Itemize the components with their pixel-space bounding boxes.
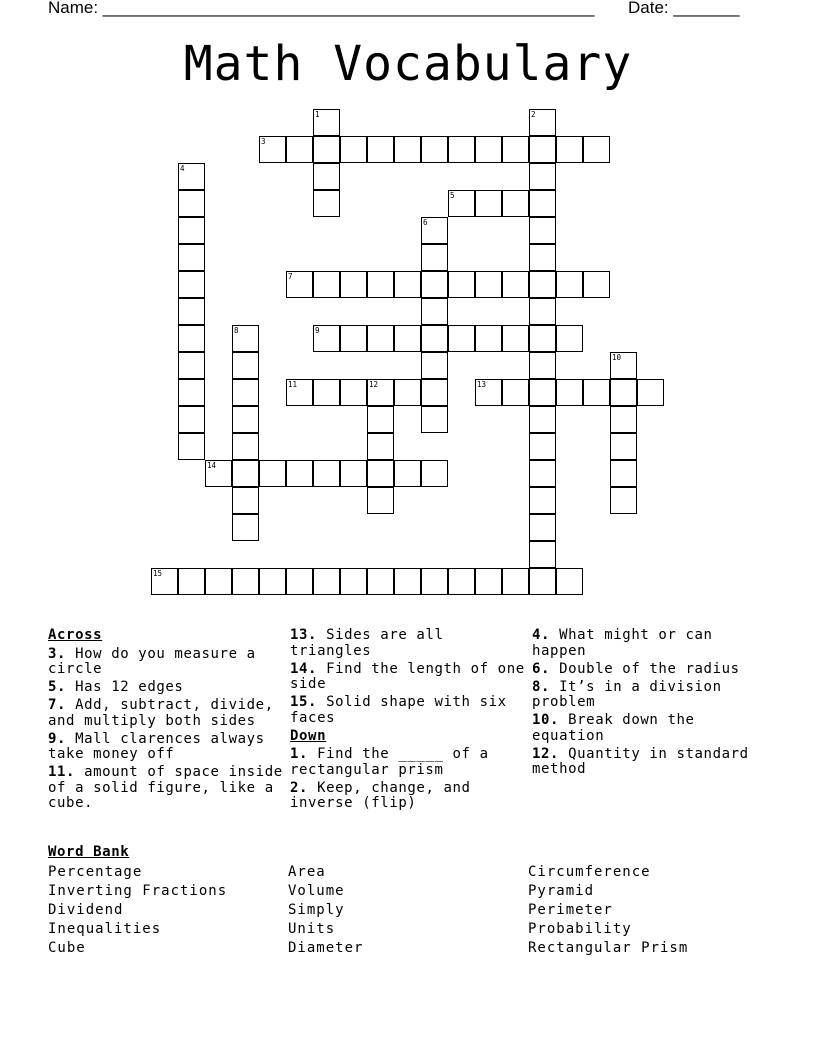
- word-bank-item: Circumference: [528, 864, 651, 880]
- crossword-cell[interactable]: [475, 325, 502, 352]
- crossword-cell[interactable]: [178, 325, 205, 352]
- crossword-cell[interactable]: [583, 136, 610, 163]
- crossword-cell[interactable]: [367, 136, 394, 163]
- crossword-cell[interactable]: [529, 460, 556, 487]
- clue-number: 9: [315, 326, 320, 335]
- word-bank-item: Probability: [528, 921, 632, 937]
- crossword-cell[interactable]: [232, 514, 259, 541]
- crossword-cell[interactable]: [340, 460, 367, 487]
- clue-across-13: 13. Sides are all triangles: [290, 627, 444, 659]
- crossword-cell[interactable]: [610, 406, 637, 433]
- crossword-cell[interactable]: [421, 352, 448, 379]
- crossword-cell[interactable]: [529, 487, 556, 514]
- crossword-cell[interactable]: [421, 244, 448, 271]
- crossword-cell[interactable]: [637, 379, 664, 406]
- crossword-cell[interactable]: [448, 271, 475, 298]
- crossword-cell[interactable]: [502, 568, 529, 595]
- crossword-cell[interactable]: [583, 271, 610, 298]
- crossword-cell[interactable]: [286, 568, 313, 595]
- crossword-cell[interactable]: [232, 433, 259, 460]
- clue-across-15: 15. Solid shape with six faces: [290, 694, 507, 726]
- crossword-cell[interactable]: [529, 217, 556, 244]
- clue-across-5: 5. Has 12 edges: [48, 679, 184, 695]
- clue-across-11: 11. amount of space inside of a solid figure, like a cube.: [48, 764, 283, 811]
- word-bank-item: Units: [288, 921, 336, 937]
- crossword-cell[interactable]: [340, 379, 367, 406]
- crossword-cell[interactable]: [259, 460, 286, 487]
- crossword-cell[interactable]: [178, 352, 205, 379]
- name-line[interactable]: Name: ____________________________________________________: [48, 0, 595, 17]
- crossword-cell[interactable]: [394, 271, 421, 298]
- crossword-cell[interactable]: [529, 109, 556, 136]
- crossword-cell[interactable]: [556, 568, 583, 595]
- crossword-cell[interactable]: [448, 190, 475, 217]
- crossword-cell[interactable]: [178, 406, 205, 433]
- clue-number: 2: [531, 110, 536, 119]
- clues-column-3: [532, 628, 770, 780]
- clue-down-6: 6. Double of the radius: [532, 660, 740, 677]
- clue-number: 15: [153, 569, 163, 578]
- crossword-cell[interactable]: [286, 271, 313, 298]
- word-bank-item: Pyramid: [528, 883, 595, 899]
- crossword-cell[interactable]: [421, 217, 448, 244]
- crossword-cell[interactable]: [529, 568, 556, 595]
- word-bank-item: Area: [288, 864, 326, 880]
- crossword-cell[interactable]: [178, 271, 205, 298]
- crossword-cell[interactable]: [502, 136, 529, 163]
- clue-number: 10: [612, 353, 622, 362]
- word-bank-column-1: [48, 863, 227, 958]
- crossword-cell[interactable]: [610, 460, 637, 487]
- word-bank-item: Simply: [288, 902, 345, 918]
- crossword-cell[interactable]: [259, 136, 286, 163]
- clue-number: 1: [315, 110, 320, 119]
- word-bank-item: Inequalities: [48, 921, 162, 937]
- clue-number: 3: [261, 137, 266, 146]
- crossword-cell[interactable]: [340, 568, 367, 595]
- clue-across-3: 3. How do you measure a circle: [48, 645, 256, 677]
- clue-number: 13: [477, 380, 487, 389]
- crossword-cell[interactable]: [340, 271, 367, 298]
- crossword-cell[interactable]: [421, 460, 448, 487]
- crossword-cell[interactable]: [610, 379, 637, 406]
- crossword-cell[interactable]: [205, 568, 232, 595]
- clue-down-4: 4. What might or can happen: [532, 627, 713, 659]
- word-bank-column-2: [288, 863, 363, 958]
- clue-number: 8: [234, 326, 239, 335]
- crossword-cell[interactable]: [394, 460, 421, 487]
- crossword-cell[interactable]: [286, 136, 313, 163]
- crossword-cell[interactable]: [178, 568, 205, 595]
- crossword-cell[interactable]: [475, 271, 502, 298]
- clue-number: 7: [288, 272, 293, 281]
- crossword-cell[interactable]: [610, 352, 637, 379]
- crossword-cell[interactable]: [529, 352, 556, 379]
- crossword-cell[interactable]: [475, 136, 502, 163]
- crossword-cell[interactable]: [394, 568, 421, 595]
- crossword-cell[interactable]: [529, 298, 556, 325]
- crossword-cell[interactable]: [394, 325, 421, 352]
- crossword-cell[interactable]: [367, 460, 394, 487]
- crossword-cell[interactable]: [529, 244, 556, 271]
- crossword-cell[interactable]: [232, 325, 259, 352]
- word-bank-heading: Word Bank: [48, 844, 130, 860]
- crossword-cell[interactable]: [475, 568, 502, 595]
- crossword-cell[interactable]: [421, 568, 448, 595]
- word-bank-item: Inverting Fractions: [48, 883, 228, 899]
- crossword-cell[interactable]: [178, 379, 205, 406]
- crossword-cell[interactable]: [556, 136, 583, 163]
- word-bank-item: Percentage: [48, 864, 143, 880]
- crossword-cell[interactable]: [367, 379, 394, 406]
- crossword-cell[interactable]: [313, 379, 340, 406]
- clue-number: 12: [369, 380, 379, 389]
- crossword-cell[interactable]: [529, 379, 556, 406]
- crossword-cell[interactable]: [313, 163, 340, 190]
- across-heading: Across: [48, 627, 103, 643]
- crossword-cell[interactable]: [502, 271, 529, 298]
- crossword-cell[interactable]: [232, 379, 259, 406]
- crossword-cell[interactable]: [394, 136, 421, 163]
- crossword-cell[interactable]: [313, 325, 340, 352]
- clue-number: 14: [207, 461, 217, 470]
- crossword-cell[interactable]: [367, 487, 394, 514]
- down-heading: Down: [290, 727, 327, 744]
- crossword-cell[interactable]: [529, 541, 556, 568]
- crossword-cell[interactable]: [313, 271, 340, 298]
- crossword-cell[interactable]: [421, 271, 448, 298]
- crossword-cell[interactable]: [367, 325, 394, 352]
- crossword-cell[interactable]: [259, 568, 286, 595]
- clue-number: 5: [450, 191, 455, 200]
- clue-number: 6: [423, 218, 428, 227]
- page-title: Math Vocabulary: [183, 36, 633, 92]
- clues-column-1: [48, 628, 286, 814]
- crossword-cell[interactable]: [529, 514, 556, 541]
- clue-number: 4: [180, 164, 185, 173]
- crossword-cell[interactable]: [529, 271, 556, 298]
- crossword-cell[interactable]: [367, 433, 394, 460]
- crossword-cell[interactable]: [529, 136, 556, 163]
- crossword-cell[interactable]: [421, 379, 448, 406]
- date-line[interactable]: Date: _______: [628, 0, 740, 17]
- crossword-cell[interactable]: [556, 379, 583, 406]
- clue-across-7: 7. Add, subtract, divide, and multiply both sides: [48, 697, 274, 729]
- crossword-cell[interactable]: [502, 325, 529, 352]
- crossword-cell[interactable]: [178, 433, 205, 460]
- crossword-cell[interactable]: [232, 568, 259, 595]
- crossword-cell[interactable]: [394, 379, 421, 406]
- crossword-cell[interactable]: [340, 136, 367, 163]
- word-bank-item: Cube: [48, 940, 86, 956]
- crossword-cell[interactable]: [502, 379, 529, 406]
- crossword-cell[interactable]: [421, 136, 448, 163]
- clue-down-12: 12. Quantity in standard method: [532, 745, 749, 777]
- crossword-cell[interactable]: [313, 568, 340, 595]
- crossword-cell[interactable]: [286, 460, 313, 487]
- clue-down-8: 8. It’s in a division problem: [532, 678, 722, 710]
- crossword-cell[interactable]: [232, 352, 259, 379]
- crossword-cell[interactable]: [340, 325, 367, 352]
- crossword-cell[interactable]: [232, 406, 259, 433]
- crossword-cell[interactable]: [178, 163, 205, 190]
- crossword-cell[interactable]: [448, 136, 475, 163]
- crossword-cell[interactable]: [529, 325, 556, 352]
- crossword-cell[interactable]: [529, 190, 556, 217]
- crossword-cell[interactable]: [232, 460, 259, 487]
- word-bank-item: Perimeter: [528, 902, 613, 918]
- clue-across-9: 9. Mall clarences always take money off: [48, 730, 265, 762]
- crossword-cell[interactable]: [205, 460, 232, 487]
- clue-down-10: 10. Break down the equation: [532, 712, 695, 744]
- crossword-cell[interactable]: [313, 460, 340, 487]
- crossword-cell[interactable]: [367, 406, 394, 433]
- crossword-cell[interactable]: [178, 190, 205, 217]
- crossword-cell[interactable]: [610, 487, 637, 514]
- crossword-cell[interactable]: [367, 568, 394, 595]
- word-bank-item: Volume: [288, 883, 345, 899]
- crossword-cell[interactable]: [151, 568, 178, 595]
- crossword-cell[interactable]: [448, 325, 475, 352]
- crossword-cell[interactable]: [178, 217, 205, 244]
- clue-number: 11: [288, 380, 298, 389]
- crossword-cell[interactable]: [556, 325, 583, 352]
- word-bank-item: Dividend: [48, 902, 124, 918]
- crossword-cell[interactable]: [529, 406, 556, 433]
- clues-column-2: [290, 628, 528, 814]
- crossword-cell[interactable]: [313, 190, 340, 217]
- crossword-cell[interactable]: [610, 433, 637, 460]
- word-bank-column-3: [528, 863, 688, 958]
- crossword-cell[interactable]: [529, 163, 556, 190]
- crossword-cell[interactable]: [583, 379, 610, 406]
- crossword-cell[interactable]: [475, 190, 502, 217]
- crossword-cell[interactable]: [313, 109, 340, 136]
- crossword-cell[interactable]: [178, 298, 205, 325]
- crossword-cell[interactable]: [367, 271, 394, 298]
- crossword-cell[interactable]: [502, 190, 529, 217]
- crossword-cell[interactable]: [475, 379, 502, 406]
- crossword-cell[interactable]: [178, 244, 205, 271]
- clue-across-14: 14. Find the length of one side: [290, 660, 525, 692]
- word-bank-item: Rectangular Prism: [528, 940, 689, 956]
- clue-down-1: 1. Find the _____ of a rectangular prism: [290, 746, 489, 778]
- crossword-cell[interactable]: [448, 568, 475, 595]
- word-bank-item: Diameter: [288, 940, 364, 956]
- crossword-cell[interactable]: [421, 325, 448, 352]
- crossword-cell[interactable]: [421, 406, 448, 433]
- clue-down-2: 2. Keep, change, and inverse (flip): [290, 779, 471, 811]
- crossword-cell[interactable]: [232, 487, 259, 514]
- crossword-cell[interactable]: [313, 136, 340, 163]
- crossword-cell[interactable]: [286, 379, 313, 406]
- crossword-cell[interactable]: [556, 271, 583, 298]
- crossword-cell[interactable]: [529, 433, 556, 460]
- crossword-cell[interactable]: [421, 298, 448, 325]
